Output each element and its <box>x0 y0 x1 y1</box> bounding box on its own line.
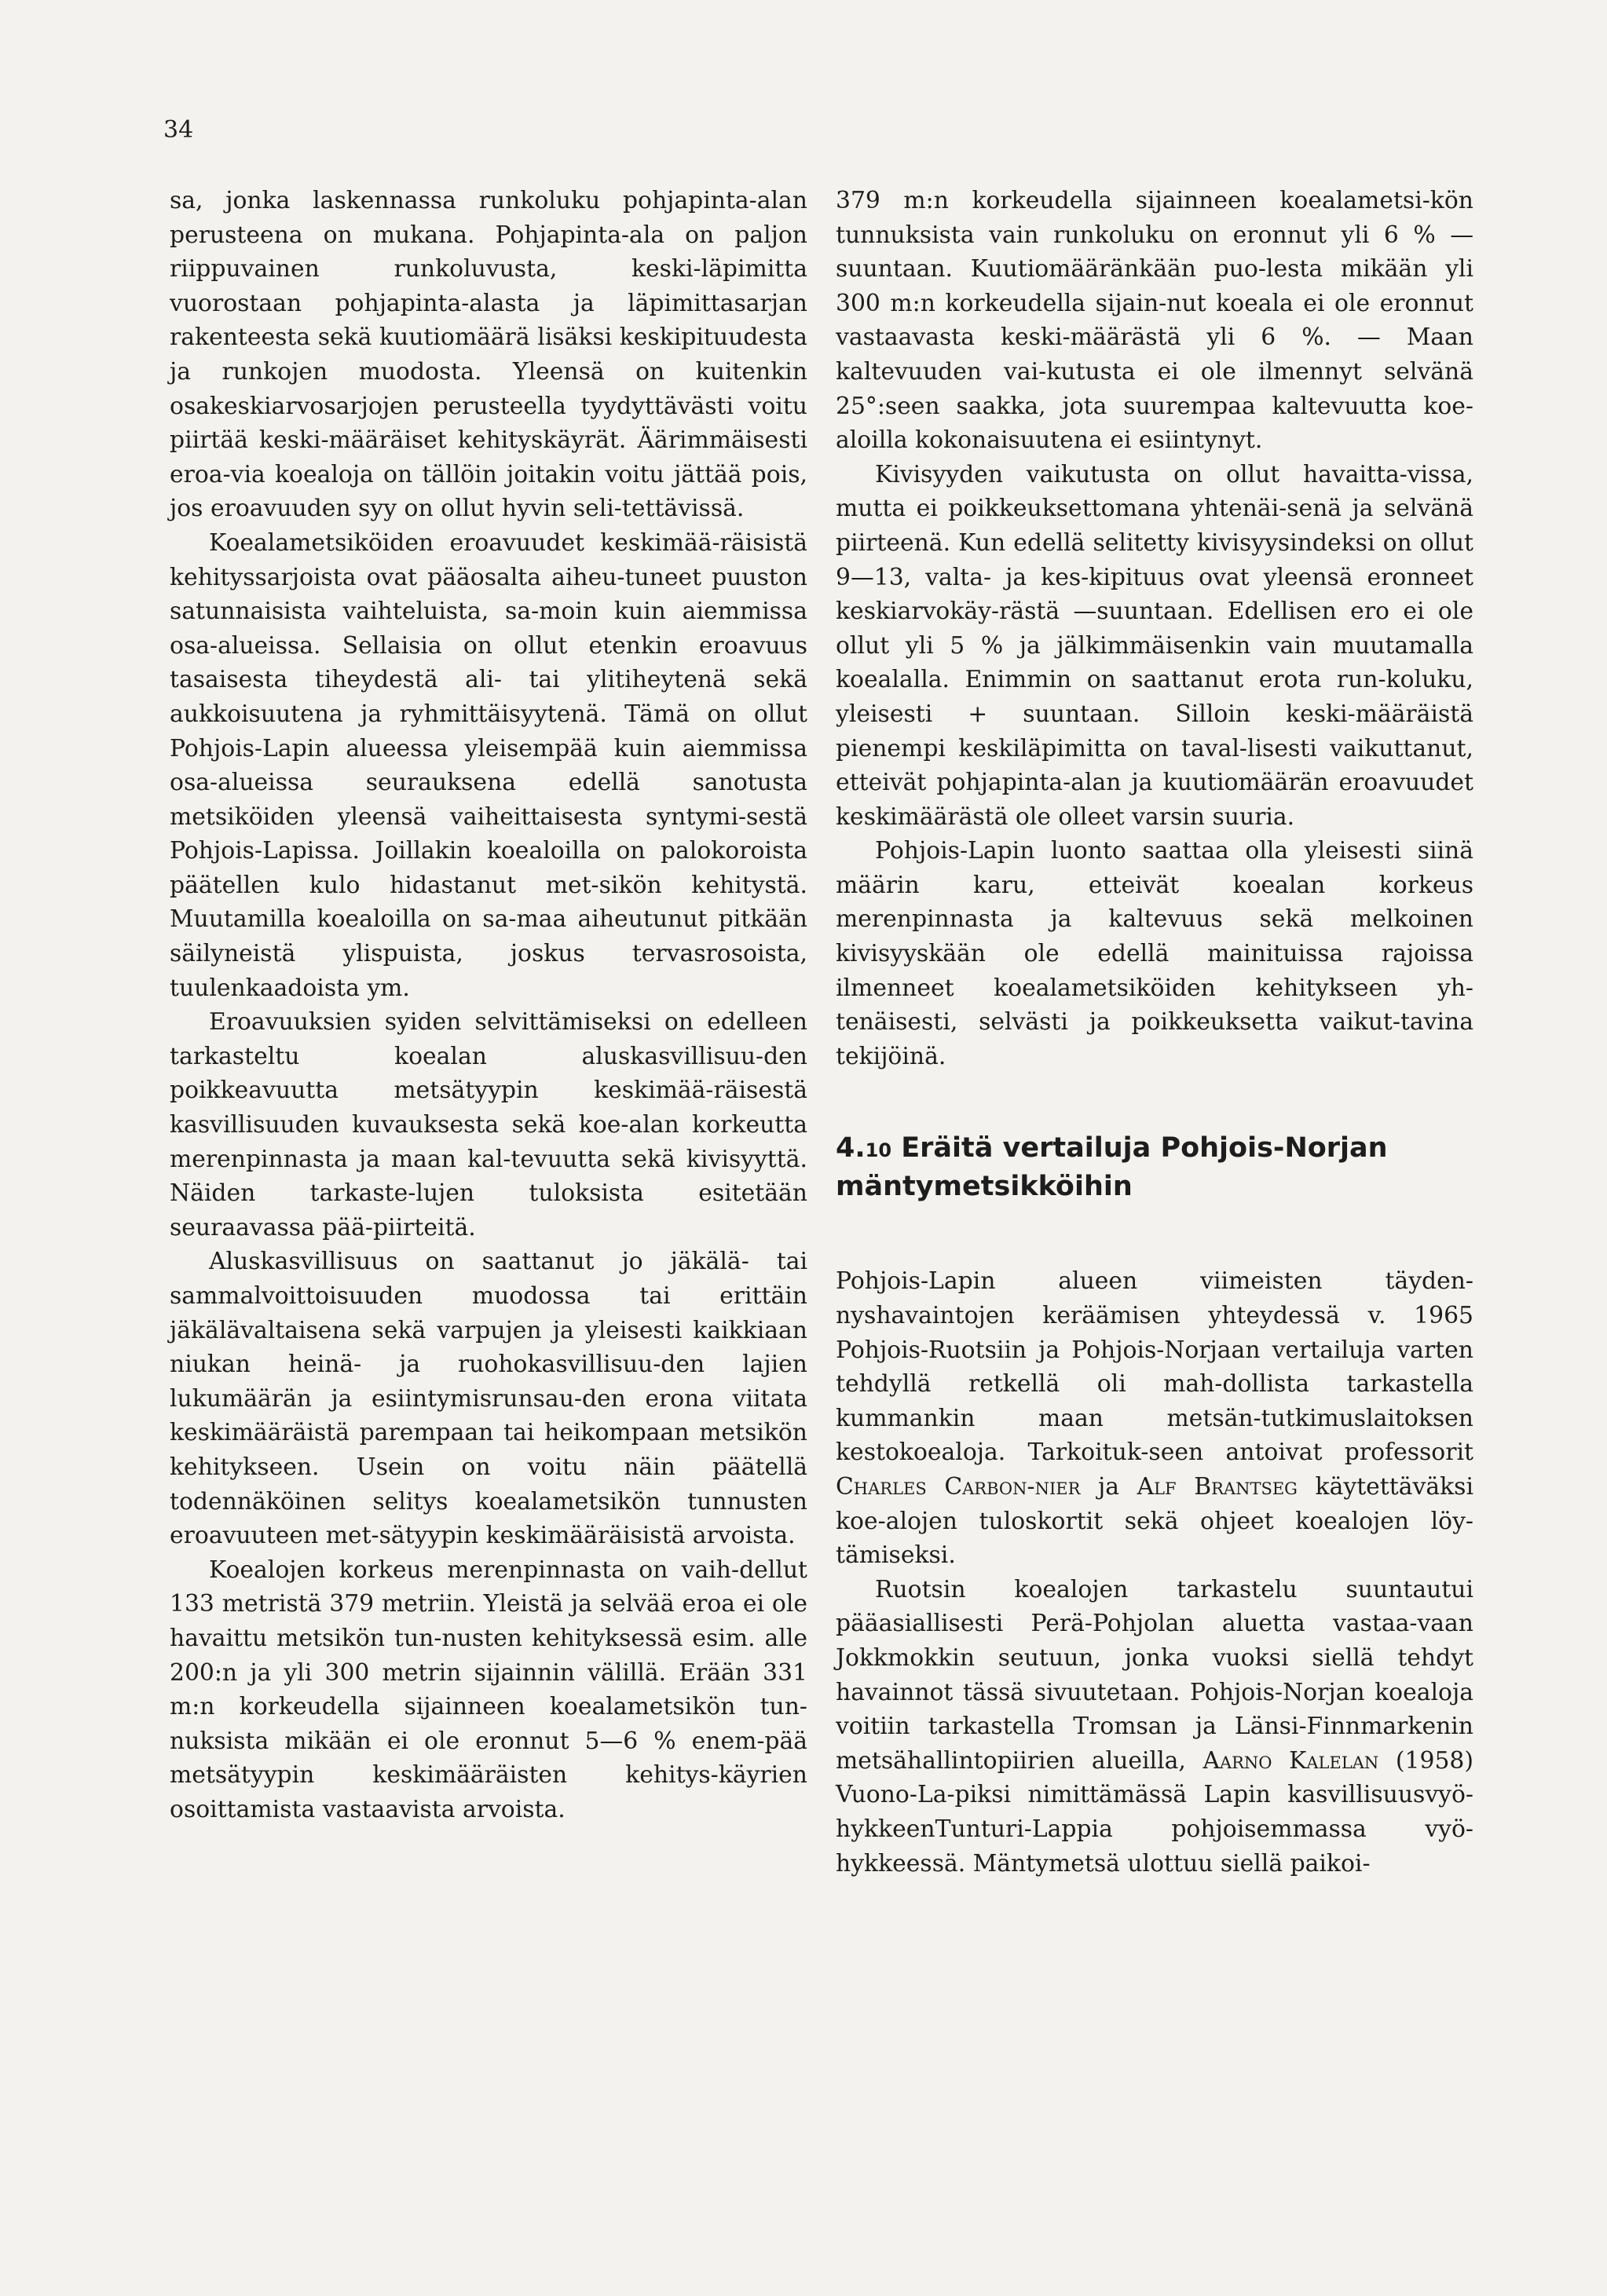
left-column <box>170 184 807 1827</box>
paragraph: sa, jonka laskennassa runkoluku pohjapinta-alan perusteena on mukana. Pohjapinta-ala on paljon riippuvainen runkoluvusta, keski-läpimitta vuorostaan pohjapinta-alasta ja läpimittasarjan rakenteesta sekä kuutiomäärä lisäksi keskipituudesta ja runkojen muodosta. Yleensä on kuitenkin osakeskiarvosarjojen perusteella tyydyttävästi voitu piirtää keski-määräiset kehityskäyrät. Äärimmäisesti eroa-via koealoja on tällöin joitakin voitu jättää pois, jos eroavuuden syy on ollut hyvin seli-tettävissä. <box>170 187 807 523</box>
paragraph-text: Pohjois-Lapin alueen viimeisten täyden-nyshavaintojen keräämisen yhteydessä v. 1965 Pohjois-Ruotsiin ja Pohjois-Norjaan vertailuja varten tehdyllä retkellä oli mah-dollista tarkastella kummankin maan metsän-tutkimuslaitoksen kestokoealoja. Tarkoituk-seen antoivat professorit <box>836 1267 1473 1467</box>
section-title: Eräitä vertailuja Pohjois-Norjan mäntymetsikköihin <box>836 1132 1388 1203</box>
paragraph <box>836 1264 1473 1572</box>
section-number <box>836 1132 891 1164</box>
paragraph: Kivisyyden vaikutusta on ollut havaitta-vissa, mutta ei poikkeuksettomana yhtenäi-senä ja selvänä piirteenä. Kun edellä selitetty kivisyysindeksi on ollut 9—13, valta- ja kes-kipituus ovat yleensä eronneet keskiarvokäy-rästä —suuntaan. Edellisen ero ei ole ollut yli 5 % ja jälkimmäisenkin vain muutamalla koealalla. Enimmin on saattanut erota run-koluku, yleisesti + suuntaan. Silloin keski-määräistä pienempi keskiläpimitta on taval-lisesti vaikuttanut, etteivät pohjapinta-alan ja kuutiomäärän eroavuudet keskimäärästä ole olleet varsin suuria. <box>836 460 1473 831</box>
right-column <box>836 184 1473 1881</box>
paragraph: Pohjois-Lapin luonto saattaa olla yleisesti siinä määrin karu, etteivät koealan korkeus merenpinnasta ja kaltevuus sekä melkoinen kivisyyskään ole edellä mainituissa rajoissa ilmenneet koealametsiköiden kehitykseen yh-tenäisesti, selvästi ja poikkeuksetta vaikut-tavina tekijöinä. <box>836 837 1473 1070</box>
paragraph: Eroavuuksien syiden selvittämiseksi on edelleen tarkasteltu koealan aluskasvillisuu-den poikkeavuutta metsätyypin keskimää-räisestä kasvillisuuden kuvauksesta sekä koe-alan korkeutta merenpinnasta ja maan kal-tevuutta sekä kivisyyttä. Näiden tarkaste-lujen tuloksista esitetään seuraavassa pää-piirteitä. <box>170 1008 807 1241</box>
author-name: Aarno Kalelan <box>1203 1746 1379 1775</box>
paragraph-text: (1958) Vuono-La-piksi nimittämässä Lapin kasvillisuusvyö-hykkeenTunturi-Lappia pohjoisemmassa vyö-hykkeessä. Mäntymetsä ulottuu siellä paikoi- <box>836 1746 1473 1877</box>
paragraph-text: käytettäväksi koe-alojen tuloskortit sekä ohjeet koealojen löy-tämiseksi. <box>836 1473 1473 1570</box>
section-number-main: 4. <box>836 1132 866 1164</box>
paragraph: Aluskasvillisuus on saattanut jo jäkälä- tai sammalvoittoisuuden muodossa tai erittäin jäkälävaltaisena sekä varpujen ja yleisesti kaikkiaan niukan heinä- ja ruohokasvillisuu-den lajien lukumäärän ja esiintymisrunsau-den erona viitata keskimääräistä parempaan tai heikompaan metsikön kehitykseen. Usein on voitu näin päätellä todennäköinen selitys koealametsikön tunnusten eroavuuteen met-sätyypin keskimääräisistä arvoista. <box>170 1248 807 1550</box>
author-name: Charles Carbon-nier <box>836 1473 1081 1501</box>
page-number: 34 <box>163 116 194 144</box>
paragraph <box>836 1573 1473 1881</box>
paragraph: Koealametsiköiden eroavuudet keskimää-räisistä kehityssarjoista ovat pääosalta aiheu-tuneet puuston satunnaisista vaihteluista, sa-moin kuin aiemmissa osa-alueissa. Sellaisia on ollut etenkin eroavuus tasaisesta tiheydestä ali- tai ylitiheytenä sekä aukkoisuutena ja ryhmittäisyytenä. Tämä on ollut Pohjois-Lapin alueessa yleisempää kuin aiemmissa osa-alueissa seurauksena edellä sanotusta metsiköiden yleensä vaiheittaisesta syntymi-sestä Pohjois-Lapissa. Joillakin koealoilla on palokoroista päätellen kulo hidastanut met-sikön kehitystä. Muutamilla koealoilla on sa-maa aiheutunut pitkään säilyneistä ylispuista, joskus tervasrosoista, tuulenkaadoista ym. <box>170 528 807 1002</box>
paragraph: 379 m:n korkeudella sijainneen koealametsi-kön tunnuksista vain runkoluku on eronnut yli 6 % —suuntaan. Kuutiomääränkään puo-lesta mikään yli 300 m:n korkeudella sijain-nut koeala ei ole eronnut vastaavasta keski-määrästä yli 6 %. — Maan kaltevuuden vai-kutusta ei ole ilmennyt selvänä 25°:seen saakka, jota suurempaa kaltevuutta koe-aloilla kokonaisuutena ei esiintynyt. <box>836 187 1473 455</box>
paragraph: Koealojen korkeus merenpinnasta on vaih-dellut 133 metristä 379 metriin. Yleistä ja selvää eroa ei ole havaittu metsikön tun-nusten kehityksessä esim. alle 200:n ja yli 300 metrin sijainnin välillä. Erään 331 m:n korkeudella sijainneen koealametsikön tun-nuksista mikään ei ole eronnut 5—6 % enem-pää metsätyypin keskimääräisten kehitys-käyrien osoittamista vastaavista arvoista. <box>170 1556 807 1823</box>
paragraph-text: Ruotsin koealojen tarkastelu suuntautui pääasiallisesti Perä-Pohjolan aluetta vastaa-vaan Jokkmokkin seutuun, jonka vuoksi siellä tehdyt havainnot tässä sivuutetaan. Pohjois-Norjan koealoja voitiin tarkastella Tromsan ja Länsi-Finnmarkenin metsähallintopiirien alueilla, <box>836 1575 1473 1775</box>
author-name: Alf Brantseg <box>1137 1473 1298 1501</box>
section-number-sub: 10 <box>865 1139 892 1162</box>
section-heading <box>836 1130 1473 1205</box>
paragraph-text: ja <box>1080 1473 1137 1501</box>
